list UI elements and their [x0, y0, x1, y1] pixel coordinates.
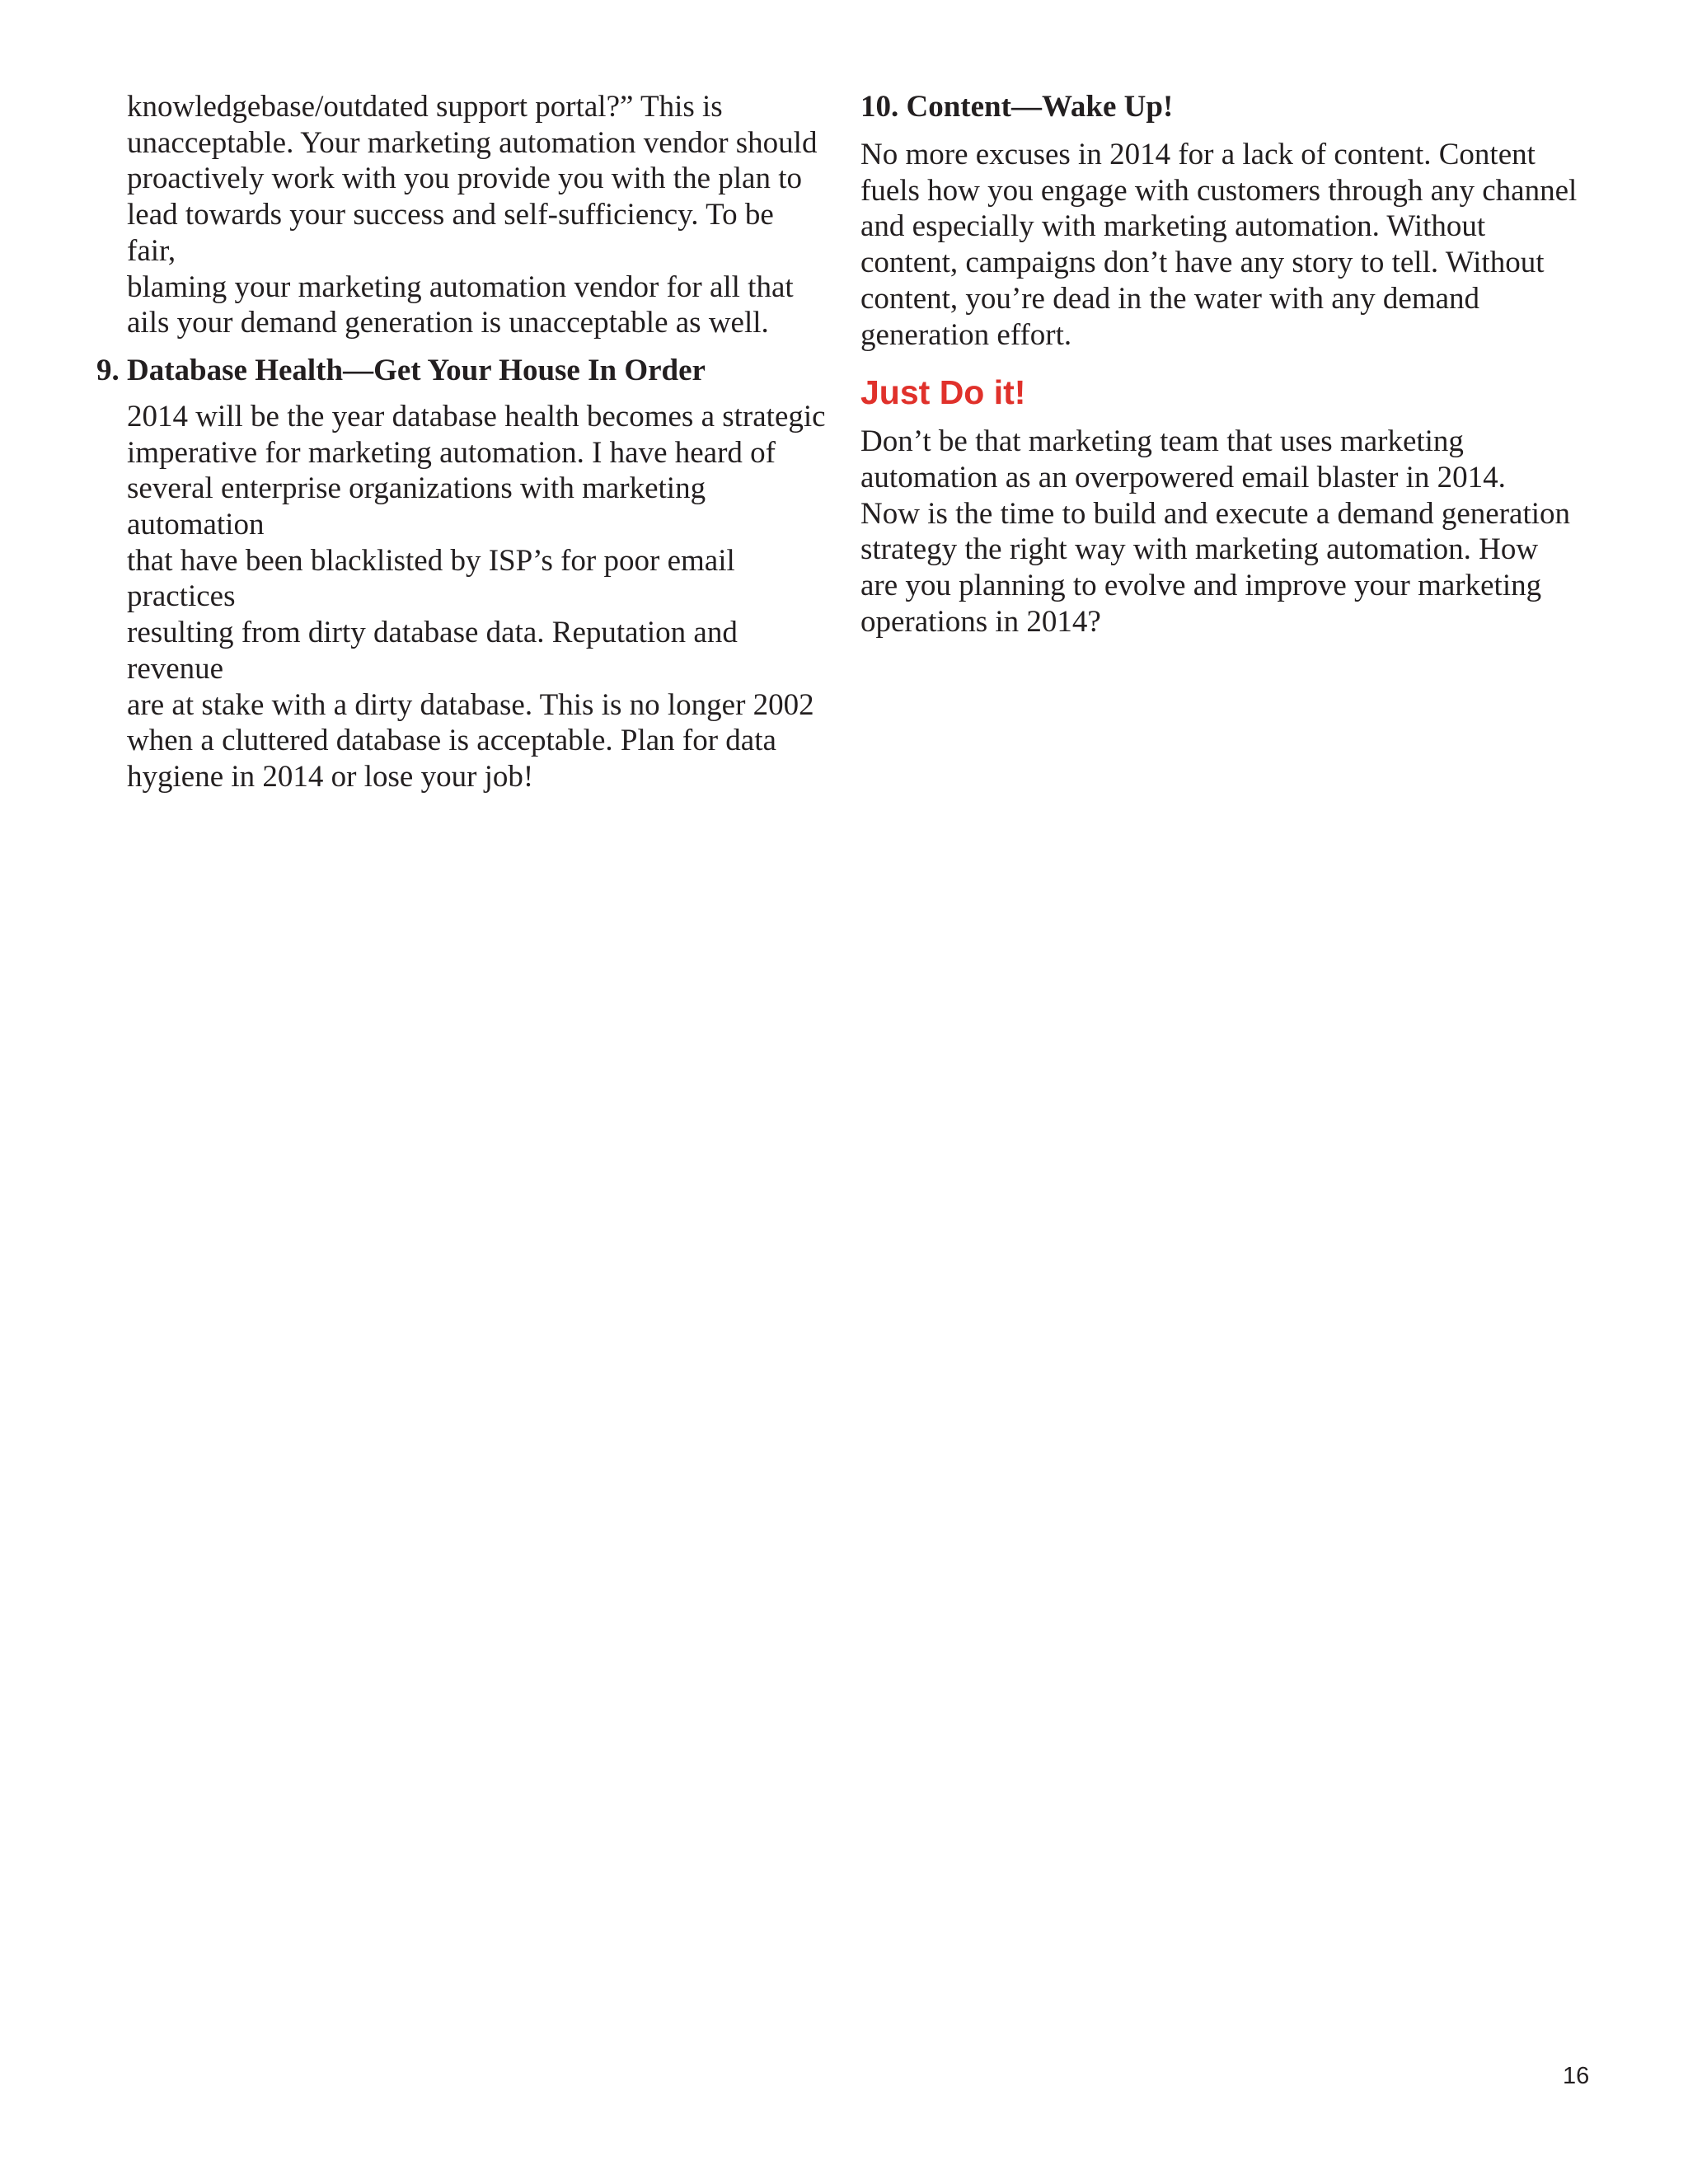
callout-heading: Just Do it! [860, 373, 1026, 412]
left-column [96, 89, 828, 795]
section-9-number: 9. [96, 353, 120, 387]
callout-body: Don’t be that marketing team that uses marketing automation as an overpowered email blaster in 2014. Now is the time to build and execute a demand generation strategy the right way with marketing automation. How are you planning to evolve and improve your marketing operations in 2014? [860, 424, 1571, 639]
continued-paragraph: knowledgebase/outdated support portal?” This is unacceptable. Your marketing automation vendor should proactively work with you provide you with the plan to lead towards your success and self-sufficiency. To be fair, blaming your marketing automation vendor for all that ails your demand generation is unacceptable as well. [127, 90, 818, 340]
section-10-body: No more excuses in 2014 for a lack of content. Content fuels how you engage with customers through any channel and especially with marketing automation. Without content, campaigns don’t have any story to tell. Without content, you’re dead in the water with any demand generation effort. [860, 138, 1578, 352]
section-9-body: 2014 will be the year database health becomes a strategic imperative for marketing automation. I have heard of several enterprise organizations with marketing automation that have been blacklisted by ISP’s for poor email practices resulting from dirty database data. Reputation and revenue are at stake with a dirty database. This is no longer 2002 when a cluttered database is acceptable. Plan for data hygiene in 2014 or lose your job! [127, 399, 826, 794]
section-9-heading [96, 353, 828, 389]
page-number: 16 [1563, 2063, 1590, 2089]
section-9-title: Database Health—Get Your House In Order [127, 353, 706, 387]
section-10-heading: 10. Content—Wake Up! [860, 90, 1174, 124]
right-column [860, 89, 1586, 640]
